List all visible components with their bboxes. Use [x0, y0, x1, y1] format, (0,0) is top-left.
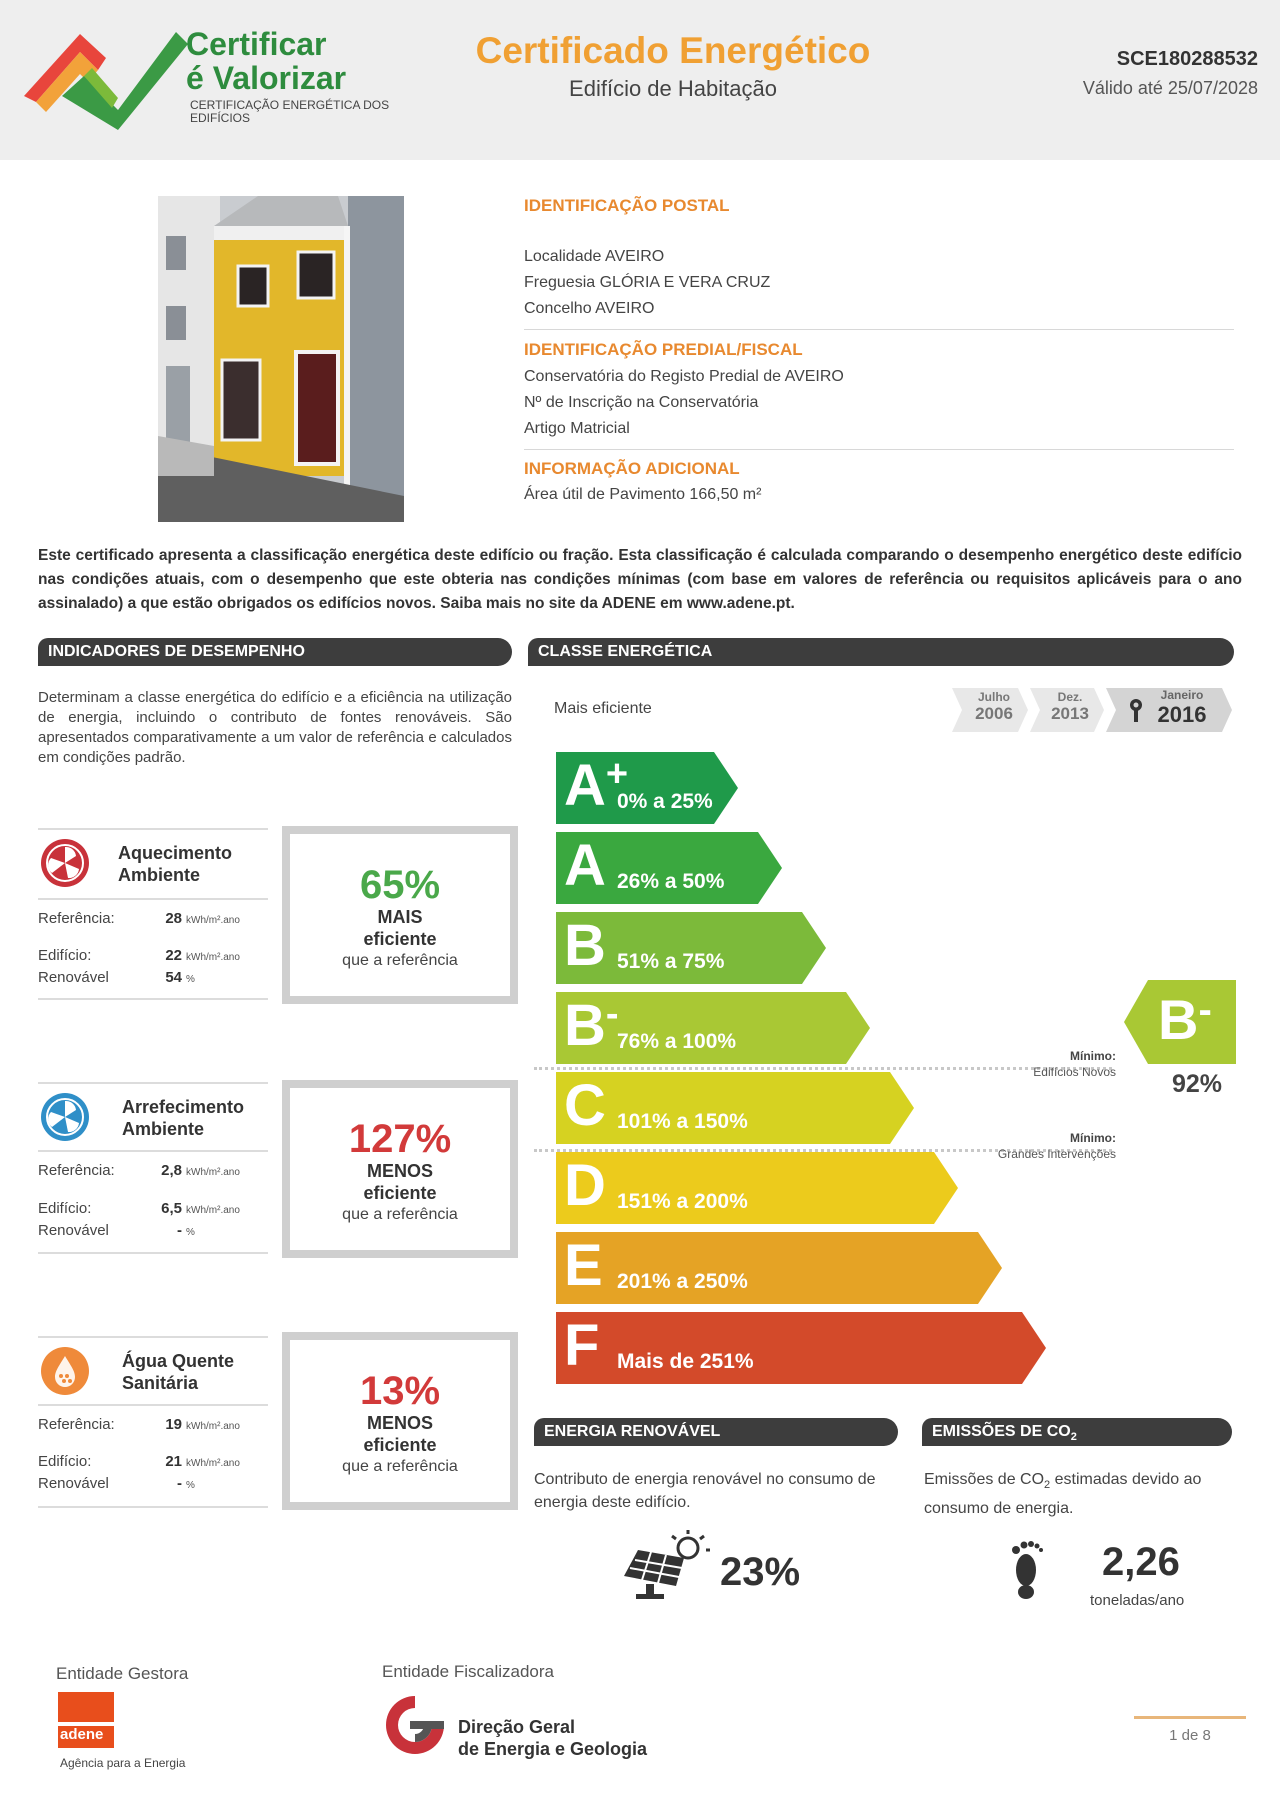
emissions-description: [924, 1468, 1240, 1520]
unit-label: kWh/m².ano: [186, 915, 240, 926]
efficiency-box: [282, 1080, 518, 1258]
building-photo: [158, 196, 404, 522]
result-class-letter: [1158, 988, 1212, 1052]
building-value: 6,5: [161, 1200, 182, 1217]
pct-unit-label: %: [186, 1227, 195, 1238]
logo-title: Certificar: [186, 26, 327, 62]
dgeg-logo-icon: [382, 1692, 448, 1758]
energy-class-letter: [564, 1314, 599, 1378]
intro-paragraph: Este certificado apresenta a classificação energética deste edifício ou fração. Esta classificação é calculada comparando o desempenho energético deste edifício nas condições atuais, com o desempenho que este obteria nas condições mínimas (com base em valores de referência ou requisitos aplicáveis para o ano assinalado) a que estão obrigados os edifícios novos. Saiba mais no site da ADENE em www.adene.pt.: [38, 547, 1242, 612]
year-tab-2013: [1038, 690, 1102, 724]
indicators-section-title: INDICADORES DE DESEMPENHO: [38, 638, 512, 666]
emissions-desc-pre: Emissões de CO: [924, 1471, 1045, 1488]
min-text: Edifícios Novos: [1033, 1065, 1116, 1079]
class-letter: D: [564, 1153, 606, 1218]
min-label: Mínimo:: [1070, 1131, 1116, 1145]
energy-class-range: 0% a 25%: [617, 790, 713, 813]
energy-class-range: 101% a 150%: [617, 1110, 748, 1133]
emissions-desc-sub: 2: [1044, 1479, 1051, 1492]
class-letter: B: [564, 913, 606, 978]
class-letter-sup: +: [605, 753, 629, 795]
energy-class-letter: [564, 834, 606, 898]
adene-logo: [58, 1692, 114, 1748]
unit-label: kWh/m².ano: [186, 952, 240, 963]
renewable-label: Renovável: [38, 969, 109, 986]
efficiency-box: [282, 826, 518, 1004]
energy-class-letter: [564, 1154, 606, 1218]
energy-class-letter: [564, 914, 606, 978]
energy-class-range: 51% a 75%: [617, 950, 725, 973]
page-subtitle: Edifício de Habitação: [569, 76, 777, 101]
additional-info-title: INFORMAÇÃO ADICIONAL: [524, 459, 740, 478]
municipality-line: Concelho AVEIRO: [524, 300, 655, 317]
indicator-name: Aquecimento Ambiente: [118, 843, 233, 885]
unit-label: kWh/m².ano: [186, 1458, 240, 1469]
footprint-icon: [1004, 1536, 1044, 1600]
efficiency-direction: MAIS: [377, 907, 423, 927]
solar-panel-icon: [622, 1528, 714, 1602]
energy-class-bar: [556, 992, 870, 1064]
reference-value: 19: [165, 1416, 182, 1433]
indicator-name: Água Quente Sanitária: [122, 1351, 235, 1393]
energy-class-letter: [564, 1074, 606, 1138]
adene-tagline: Agência para a Energia: [60, 1756, 186, 1770]
efficiency-box: [282, 1332, 518, 1510]
energy-class-bar: [556, 1072, 914, 1144]
energy-class-range: 26% a 50%: [617, 870, 725, 893]
emissions-section-title: [922, 1418, 1232, 1446]
year-month: Julho: [978, 690, 1010, 704]
year-value: 2016: [1157, 702, 1207, 727]
divider: [38, 1506, 268, 1508]
result-percent: 92%: [1172, 1070, 1223, 1098]
divider: [38, 1150, 268, 1152]
class-letter: E: [564, 1233, 603, 1298]
indicator-name: Arrefecimento Ambiente: [122, 1097, 245, 1139]
reference-label: Referência:: [38, 1162, 115, 1179]
renewable-value: -: [177, 1222, 182, 1239]
year-month: Janeiro: [1160, 688, 1204, 702]
unit-label: kWh/m².ano: [186, 1421, 240, 1432]
matrix-article-line: Artigo Matricial: [524, 420, 630, 437]
energy-class-bar: [556, 1312, 1046, 1384]
pct-unit-label: %: [186, 974, 195, 985]
energy-class-letter: [564, 994, 619, 1058]
unit-label: kWh/m².ano: [186, 1205, 240, 1216]
valid-until: Válido até 25/07/2028: [1082, 78, 1258, 98]
renewable-label: Renovável: [38, 1475, 109, 1492]
divider: [38, 1252, 268, 1254]
divider: [38, 1336, 268, 1338]
renewable-value: -: [177, 1475, 182, 1492]
min-new-buildings-line: [534, 1067, 1112, 1070]
year-tab-2006: [964, 690, 1024, 724]
renewable-label: Renovável: [38, 1222, 109, 1239]
heating-fan-icon: [40, 838, 90, 888]
min-new-buildings-label: [1033, 1048, 1116, 1080]
energy-class-bar: [556, 1152, 958, 1224]
floor-area-line: Área útil de Pavimento 166,50 m²: [524, 486, 762, 503]
reference-value: 28: [165, 910, 182, 927]
year-value: 2013: [1051, 704, 1089, 723]
energy-class-bar: [556, 832, 782, 904]
efficiency-direction: MENOS: [366, 1413, 433, 1433]
divider: [524, 449, 1234, 450]
locality-line: Localidade AVEIRO: [524, 248, 665, 265]
building-label: Edifício:: [38, 947, 92, 964]
renewable-value: 54: [165, 969, 182, 986]
efficiency-percent: 127%: [348, 1117, 452, 1161]
energy-class-range: 76% a 100%: [617, 1030, 737, 1053]
class-letter: B: [564, 993, 606, 1058]
result-sup: -: [1198, 988, 1212, 1032]
indicators-description: Determinam a classe energética do edifício e a eficiência na utilização de energia, incluindo o contributo de fontes renováveis. São apresentados comparativamente a um valor de referência e calculados em condições padrão.: [38, 689, 512, 766]
year-month: Dez.: [1057, 690, 1083, 704]
registry-line: Conservatória do Registo Predial de AVEIRO: [524, 368, 844, 385]
cooling-fan-icon: [40, 1092, 90, 1142]
predial-identification-title: IDENTIFICAÇÃO PREDIAL/FISCAL: [524, 340, 803, 359]
efficiency-reference: que a referência: [342, 1206, 458, 1223]
efficiency-reference: que a referência: [342, 952, 458, 969]
logo-title: é Valorizar: [186, 60, 347, 96]
efficiency-direction: MENOS: [366, 1161, 433, 1181]
result-letter: B: [1158, 988, 1199, 1051]
certificar-logo-icon: [22, 26, 190, 132]
class-letter-sup: -: [605, 993, 619, 1035]
building-value: 22: [165, 947, 182, 964]
divider: [38, 828, 268, 830]
min-major-works-label: [998, 1130, 1116, 1162]
divider: [524, 329, 1234, 330]
energy-class-letter: [564, 1234, 603, 1298]
emissions-title-text: EMISSÕES DE CO: [932, 1423, 1071, 1440]
energy-class-bar: [556, 752, 738, 824]
reference-label: Referência:: [38, 910, 115, 927]
class-letter: A: [564, 753, 606, 818]
year-value: 2006: [975, 704, 1013, 723]
dgeg-line2: de Energia e Geologia: [458, 1739, 648, 1759]
min-text: Grandes Intervenções: [997, 1147, 1116, 1161]
dgeg-name: [458, 1716, 647, 1760]
efficiency-word: eficiente: [363, 1183, 437, 1203]
parish-line: Freguesia GLÓRIA E VERA CRUZ: [524, 274, 771, 291]
renewable-description: Contributo de energia renovável no consumo de energia deste edifício.: [534, 1471, 876, 1511]
renewable-value: 23%: [720, 1550, 801, 1594]
efficiency-percent: 13%: [359, 1369, 441, 1413]
divider: [38, 998, 268, 1000]
efficiency-reference: que a referência: [342, 1458, 458, 1475]
hot-water-icon: [40, 1346, 90, 1396]
page-number: 1 de 8: [1134, 1716, 1246, 1744]
building-value: 21: [165, 1453, 182, 1470]
adene-name: adene: [60, 1726, 104, 1743]
divider: [38, 1404, 268, 1406]
efficiency-percent: 65%: [359, 863, 441, 907]
renewable-section-title: ENERGIA RENOVÁVEL: [534, 1418, 898, 1446]
inscription-line: Nº de Inscrição na Conservatória: [524, 394, 759, 411]
unit-label: kWh/m².ano: [186, 1167, 240, 1178]
emissions-value: 2,26: [1102, 1540, 1180, 1584]
dgeg-line1: Direção Geral: [458, 1717, 576, 1737]
more-efficient-label: Mais eficiente: [554, 700, 652, 717]
managing-entity-label: Entidade Gestora: [56, 1664, 189, 1683]
building-label: Edifício:: [38, 1200, 92, 1217]
reference-label: Referência:: [38, 1416, 115, 1433]
energy-class-bar: [556, 912, 826, 984]
energy-class-range: Mais de 251%: [617, 1350, 754, 1373]
efficiency-word: eficiente: [363, 929, 437, 949]
class-letter: C: [564, 1073, 606, 1138]
min-label: Mínimo:: [1070, 1049, 1116, 1063]
year-tab-2016: [1142, 688, 1222, 728]
emissions-title-sub: 2: [1070, 1431, 1077, 1444]
logo-subtitle: CERTIFICAÇÃO ENERGÉTICA DOS EDIFÍCIOS: [190, 98, 390, 125]
header: [0, 0, 1280, 160]
page-title: Certificado Energético: [475, 30, 871, 71]
energy-class-bar: [556, 1232, 1002, 1304]
reference-value: 2,8: [161, 1162, 182, 1179]
postal-identification-title: IDENTIFICAÇÃO POSTAL: [524, 196, 730, 215]
pct-unit-label: %: [186, 1480, 195, 1491]
energy-class-range: 151% a 200%: [617, 1190, 748, 1213]
energy-class-section-title: CLASSE ENERGÉTICA: [528, 638, 1234, 666]
divider: [38, 898, 268, 900]
class-letter: F: [564, 1313, 600, 1378]
emissions-unit: toneladas/ano: [1090, 1592, 1185, 1609]
certificate-id: SCE180288532: [1116, 48, 1258, 70]
divider: [38, 1082, 268, 1084]
class-letter: A: [564, 833, 606, 898]
building-label: Edifício:: [38, 1453, 92, 1470]
energy-class-range: 201% a 250%: [617, 1270, 748, 1293]
supervising-entity-label: Entidade Fiscalizadora: [382, 1662, 554, 1681]
efficiency-word: eficiente: [363, 1435, 437, 1455]
emissions-desc-post: estimadas devido ao consumo de energia.: [924, 1471, 1202, 1518]
